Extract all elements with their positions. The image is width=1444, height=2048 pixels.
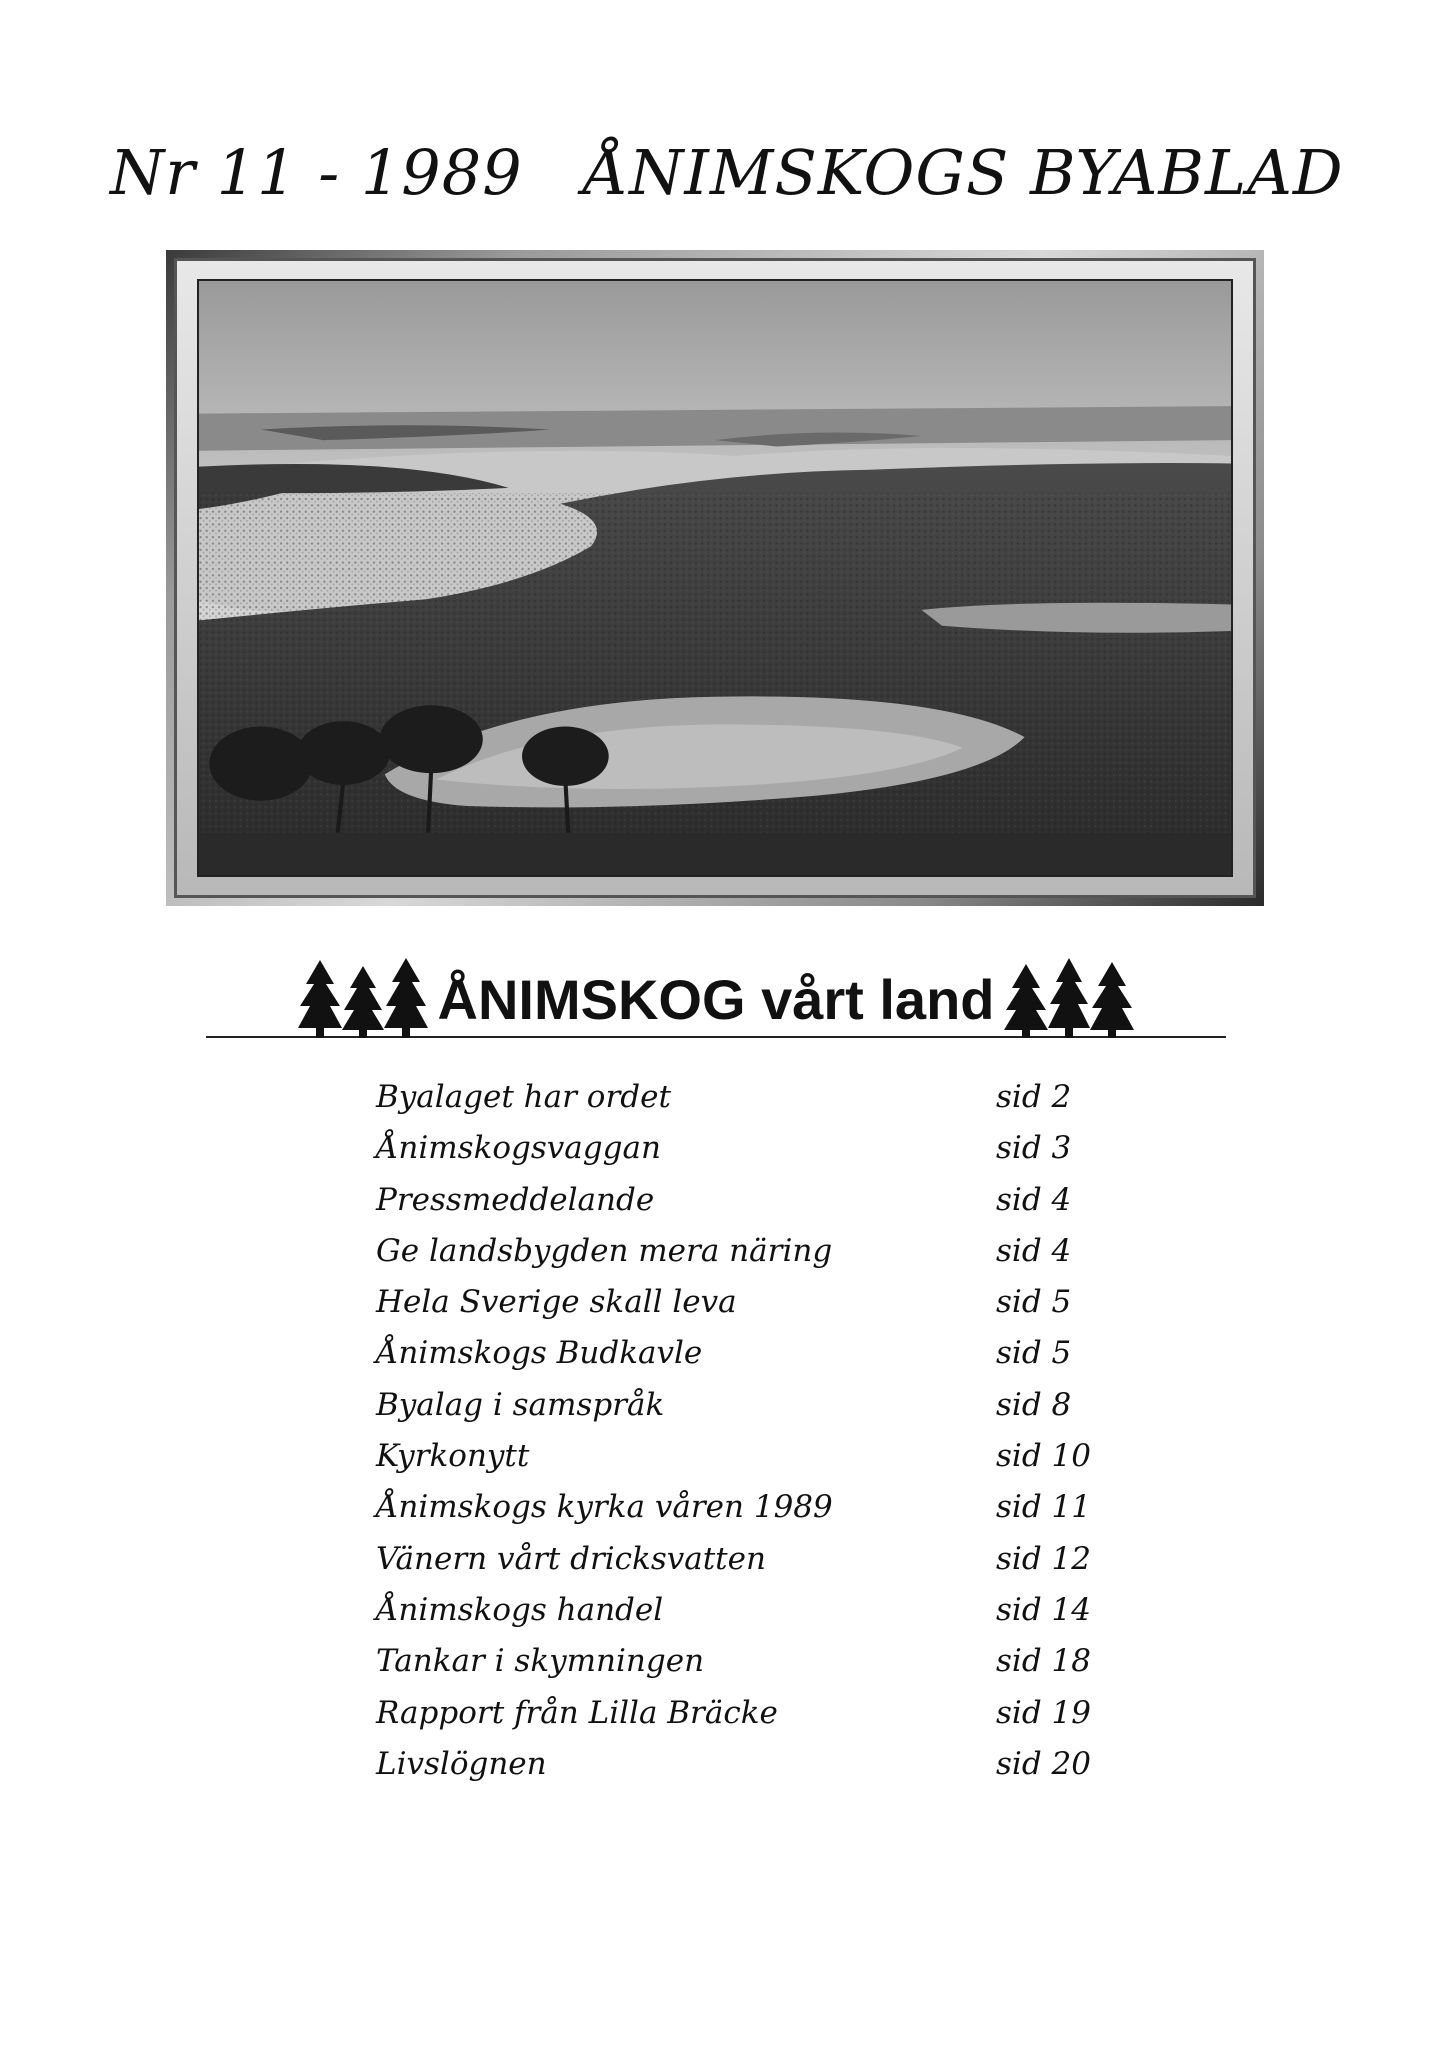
- toc-entry-title: Ånimskogsvaggan: [376, 1130, 661, 1167]
- toc-entry-page: sid 4: [996, 1181, 1072, 1218]
- toc-entry-title: Ånimskogs kyrka våren 1989: [376, 1489, 833, 1526]
- cover-painting: [166, 250, 1264, 906]
- toc-entry-title: Hela Sverige skall leva: [376, 1284, 737, 1321]
- pine-trees-icon: [1004, 958, 1134, 1038]
- toc-entry: [376, 1431, 1096, 1482]
- section-heading: [206, 950, 1226, 1038]
- toc-entry-title: Livslögnen: [376, 1745, 547, 1782]
- toc-entry-page: sid 14: [996, 1591, 1091, 1628]
- table-of-contents: [376, 1072, 1096, 1790]
- toc-entry-title: Ånimskogs handel: [376, 1591, 664, 1628]
- toc-entry-page: sid 2: [996, 1079, 1072, 1115]
- toc-entry-page: sid 4: [996, 1232, 1072, 1269]
- masthead: [110, 128, 1350, 218]
- toc-entry-page: sid 12: [996, 1540, 1091, 1577]
- toc-entry-title: Byalag i samspråk: [376, 1386, 665, 1423]
- toc-entry: [376, 1123, 1096, 1174]
- toc-entry-page: sid 11: [996, 1489, 1091, 1526]
- toc-entry-page: sid 8: [996, 1386, 1072, 1423]
- toc-entry: [376, 1585, 1096, 1636]
- toc-entry: [376, 1688, 1096, 1739]
- picture-frame: [174, 258, 1256, 898]
- toc-entry: [376, 1534, 1096, 1585]
- toc-entry-page: sid 18: [996, 1643, 1091, 1680]
- toc-entry-title: Kyrkonytt: [376, 1438, 530, 1475]
- toc-entry-page: sid 5: [996, 1335, 1072, 1372]
- toc-entry: [376, 1739, 1096, 1790]
- toc-entry-page: sid 20: [996, 1745, 1091, 1782]
- toc-entry-title: Vänern vårt dricksvatten: [376, 1540, 766, 1577]
- toc-entry: [376, 1636, 1096, 1687]
- issue-number: Nr 11 - 1989: [110, 136, 523, 209]
- toc-entry-title: Pressmeddelande: [376, 1181, 655, 1218]
- pine-trees-icon: [298, 958, 428, 1038]
- landscape-painting: [197, 279, 1233, 877]
- toc-entry-page: sid 19: [996, 1694, 1091, 1731]
- toc-entry: [376, 1380, 1096, 1431]
- toc-entry: [376, 1175, 1096, 1226]
- toc-entry-title: Rapport från Lilla Bräcke: [376, 1694, 778, 1731]
- toc-entry-page: sid 3: [996, 1130, 1072, 1167]
- toc-entry: [376, 1277, 1096, 1328]
- toc-entry-title: Ge landsbygden mera näring: [376, 1232, 833, 1269]
- toc-entry: [376, 1072, 1096, 1123]
- toc-entry-title: Byalaget har ordet: [376, 1079, 671, 1115]
- toc-entry-page: sid 10: [996, 1438, 1091, 1475]
- toc-entry-title: Tankar i skymningen: [376, 1643, 705, 1680]
- landscape-painting-image: [199, 281, 1231, 875]
- toc-entry-page: sid 5: [996, 1284, 1072, 1321]
- newsletter-title: ÅNIMSKOGS BYABLAD: [583, 136, 1344, 209]
- toc-entry-title: Ånimskogs Budkavle: [376, 1335, 703, 1372]
- toc-entry: [376, 1226, 1096, 1277]
- section-title: ÅNIMSKOG vårt land: [437, 968, 995, 1031]
- toc-entry: [376, 1482, 1096, 1533]
- toc-entry: [376, 1328, 1096, 1379]
